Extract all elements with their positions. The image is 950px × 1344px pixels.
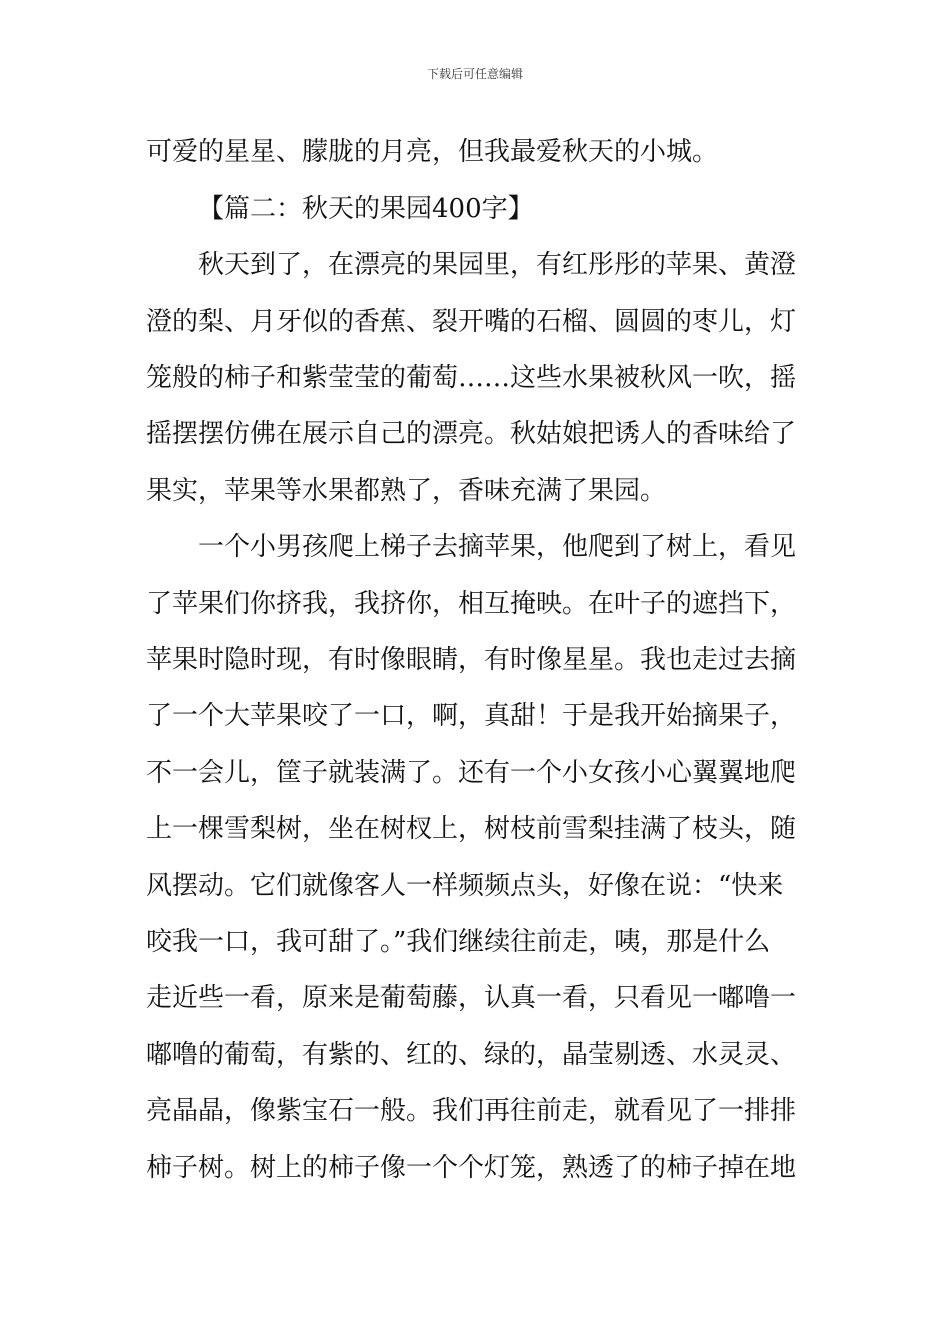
text-line-17: 嘟噜的葡萄，有紫的、红的、绿的，晶莹剔透、水灵灵、 xyxy=(146,1040,797,1070)
text-line-5: 笼般的柿子和紫莹莹的葡萄……这些水果被秋风一吹，摇 xyxy=(146,363,797,393)
text-line-4: 澄的梨、月牙似的香蕉、裂开嘴的石榴、圆圆的枣儿，灯 xyxy=(146,307,797,337)
text-line-11: 了一个大苹果咬了一口，啊，真甜！于是我开始摘果子， xyxy=(146,701,797,731)
page-header: 下载后可任意编辑 xyxy=(426,67,523,81)
text-line-14: 风摆动。它们就像客人一样频频点头，好像在说：“快来 xyxy=(146,871,784,901)
text-line-3: 秋天到了，在漂亮的果园里，有红彤彤的苹果、黄澄 xyxy=(198,250,797,280)
text-line-10: 苹果时隐时现，有时像眼睛，有时像星星。我也走过去摘 xyxy=(146,645,797,675)
text-line-16: 走近些一看，原来是葡萄藤，认真一看，只看见一嘟噜一 xyxy=(146,983,797,1013)
text-line-8: 一个小男孩爬上梯子去摘苹果，他爬到了树上，看见 xyxy=(198,532,797,562)
text-line-19: 柿子树。树上的柿子像一个个灯笼，熟透了的柿子掉在地 xyxy=(146,1153,797,1183)
text-line-15: 咬我一口，我可甜了。”我们继续往前走，咦，那是什么 xyxy=(146,927,771,957)
text-line-12: 不一会儿，筐子就装满了。还有一个小女孩小心翼翼地爬 xyxy=(146,758,797,788)
text-line-1: 可爱的星星、朦胧的月亮，但我最爱秋天的小城。 xyxy=(146,137,719,167)
text-line-13: 上一棵雪梨树，坐在树杈上，树枝前雪梨挂满了枝头，随 xyxy=(146,814,797,844)
text-line-7: 果实，苹果等水果都熟了，香味充满了果园。 xyxy=(146,476,667,506)
section-heading: 【篇二：秋天的果园400字】 xyxy=(198,194,534,224)
text-line-9: 了苹果们你挤我，我挤你，相互掩映。在叶子的遮挡下， xyxy=(146,589,797,619)
text-line-6: 摇摆摆仿佛在展示自己的漂亮。秋姑娘把诱人的香味给了 xyxy=(146,419,797,449)
text-line-18: 亮晶晶，像紫宝石一般。我们再往前走，就看见了一排排 xyxy=(146,1096,797,1126)
